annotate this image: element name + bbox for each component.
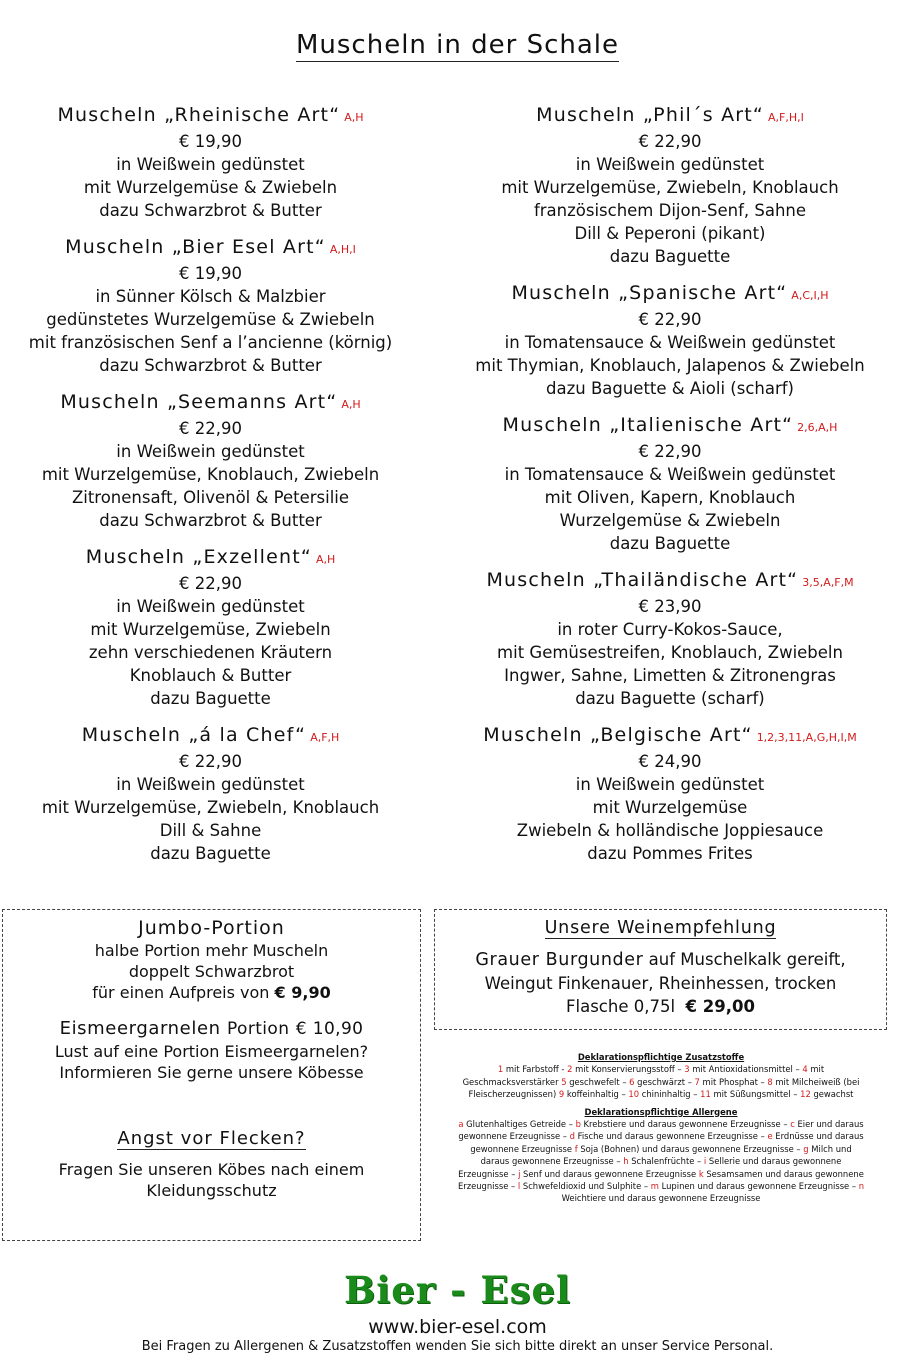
dish-title <box>440 568 900 595</box>
dish-item <box>8 390 413 532</box>
declaration-code: g <box>803 1143 809 1154</box>
wine-title: Unsere Weinempfehlung <box>544 918 777 938</box>
declaration-text: mit Süßungsmittel – <box>710 1089 801 1100</box>
declarations <box>456 1051 866 1205</box>
declaration-text: Krebstiere und daraus gewonnene Erzeugnisse – <box>580 1119 791 1130</box>
declaration-code: 9 <box>558 1089 565 1100</box>
jumbo-line: halbe Portion mehr Muscheln <box>94 941 329 960</box>
dish-description-line: mit Gemüsestreifen, Knoblauch, Zwiebeln <box>497 643 843 662</box>
dish-description-line: in Weißwein gedünstet <box>116 442 305 461</box>
dish-description-line: in Tomatensauce & Weißwein gedünstet <box>504 333 836 352</box>
dish-description-line: mit Wurzelgemüse, Zwiebeln, Knoblauch <box>501 178 839 197</box>
declaration-text: gewachst <box>810 1089 854 1100</box>
dish-price: € 23,90 <box>638 597 702 616</box>
declaration-code: l <box>517 1181 521 1192</box>
declaration-code: a <box>458 1119 464 1130</box>
jumbo-price-line <box>3 982 420 1003</box>
allergens-title: Deklarationspflichtige Allergene <box>584 1106 738 1117</box>
dish-item <box>8 545 413 710</box>
eismeer-portion: Portion <box>226 1019 290 1039</box>
declaration-code: n <box>858 1181 865 1192</box>
dish-name: Muscheln „Spanische Art“ <box>511 282 788 304</box>
flecken-line: Fragen Sie unseren Köbes nach einem <box>58 1160 365 1179</box>
extras-box <box>2 909 421 1241</box>
eismeer-title: Eismeergarnelen <box>59 1018 221 1039</box>
dish-price: € 22,90 <box>179 574 242 593</box>
declaration-text: mit Antioxidationsmittel – <box>689 1064 803 1075</box>
dish-description-line: mit Wurzelgemüse, Knoblauch, Zwiebeln <box>41 465 380 484</box>
dish-name: Muscheln „Phil´s Art“ <box>536 104 764 126</box>
declaration-code: c <box>790 1119 795 1130</box>
dish-allergen-codes: A,H <box>315 553 336 566</box>
declaration-text: Milch und daraus gewonnene Erzeugnisse – <box>480 1143 852 1167</box>
dish-item <box>440 413 900 555</box>
jumbo-price-label: für einen Aufpreis von <box>92 983 270 1002</box>
allergens-list <box>456 1118 866 1205</box>
declaration-code: f <box>574 1143 578 1154</box>
declaration-text: Lupinen und daraus gewonnene Erzeugnisse – <box>658 1181 859 1192</box>
dish-description-line: dazu Baguette <box>609 534 731 553</box>
wine-price: € 29,00 <box>685 997 755 1016</box>
declaration-code: 7 <box>694 1076 700 1087</box>
declaration-code: b <box>575 1119 581 1130</box>
dish-name: Muscheln „Rheinische Art“ <box>57 104 341 126</box>
eismeer-title-line <box>3 1017 420 1041</box>
dish-name: Muscheln „Seemanns Art“ <box>60 391 338 413</box>
dish-description-line: dazu Baguette <box>150 844 271 863</box>
declaration-code: k <box>698 1168 704 1179</box>
dish-description-line: in Weißwein gedünstet <box>116 775 305 794</box>
declaration-code: 2 <box>567 1064 573 1075</box>
footer-note: Bei Fragen zu Allergenen & Zusatzstoffen wenden Sie sich bitte direkt an unser Service Personal. <box>141 1339 774 1354</box>
dish-price: € 19,90 <box>179 264 242 283</box>
declaration-code: 3 <box>684 1064 690 1075</box>
dish-description-line: Zitronensaft, Olivenöl & Petersilie <box>71 488 350 507</box>
dish-description-line: zehn verschiedenen Kräutern <box>88 643 333 662</box>
dish-item <box>440 723 900 865</box>
dish-description-line: dazu Baguette <box>150 689 271 708</box>
dish-description-line: mit Thymian, Knoblauch, Jalapenos & Zwiebeln <box>475 356 865 375</box>
dish-title <box>440 103 900 130</box>
dish-description-line: dazu Schwarzbrot & Butter <box>99 201 322 220</box>
declaration-text: geschwärzt – <box>634 1076 695 1087</box>
jumbo-title: Jumbo-Portion <box>138 917 285 939</box>
flecken-title: Angst vor Flecken? <box>117 1128 306 1149</box>
bier-esel-logo: Bier - Esel <box>343 1268 572 1312</box>
dish-item <box>440 568 900 710</box>
declaration-code: 12 <box>800 1089 811 1100</box>
dish-description-line: Zwiebeln & holländische Joppiesauce <box>516 821 824 840</box>
declaration-text: Erdnüsse und daraus gewonnene Erzeugnisse <box>470 1131 864 1154</box>
dish-description-line: Wurzelgemüse & Zwiebeln <box>559 511 781 530</box>
wine-producer: Weingut Finkenauer, Rheinhessen, trocken <box>484 974 837 993</box>
additives-list <box>456 1063 866 1100</box>
declaration-code: 8 <box>767 1076 773 1087</box>
dish-description-line: französischem Dijon-Senf, Sahne <box>533 201 807 220</box>
dish-title <box>8 235 413 262</box>
dish-description-line: dazu Pommes Frites <box>587 844 753 863</box>
dish-allergen-codes: A,F,H,I <box>767 111 804 124</box>
dish-price: € 22,90 <box>638 132 702 151</box>
wine-name: Grauer Burgunder <box>475 950 644 970</box>
dish-description-line: dazu Schwarzbrot & Butter <box>99 511 322 530</box>
dish-description-line: dazu Baguette & Aioli (scharf) <box>546 379 794 398</box>
declaration-text: Glutenhaltiges Getreide – <box>463 1119 576 1130</box>
declaration-text: chininhaltig – <box>639 1089 701 1100</box>
dish-description-line: mit Wurzelgemüse, Zwiebeln <box>90 620 331 639</box>
dish-allergen-codes: A,F,H <box>310 731 340 744</box>
declaration-code: e <box>767 1131 773 1142</box>
declaration-code: j <box>518 1168 521 1179</box>
declaration-text: Schwefeldioxid und Sulphite – <box>520 1181 651 1192</box>
declaration-text: koffeinhaltig – <box>564 1089 629 1100</box>
declaration-code: d <box>569 1131 575 1142</box>
declaration-text: Schalenfrüchte – <box>628 1156 704 1167</box>
dish-description-line: mit Wurzelgemüse & Zwiebeln <box>83 178 338 197</box>
declaration-text: Soja (Bohnen) und daraus gewonnene Erzeugnisse – <box>577 1143 804 1154</box>
dish-description-line: in Weißwein gedünstet <box>116 155 305 174</box>
dish-description-line: in Weißwein gedünstet <box>575 155 765 174</box>
dish-description-line: dazu Baguette (scharf) <box>575 689 765 708</box>
dish-description-line: in roter Curry-Kokos-Sauce, <box>557 620 783 639</box>
dish-allergen-codes: 1,2,3,11,A,G,H,I,M <box>756 731 857 744</box>
declaration-text: mit Phosphat – <box>699 1076 768 1087</box>
dish-allergen-codes: A,H <box>344 111 364 124</box>
jumbo-price: € 9,90 <box>274 983 331 1002</box>
dish-description-line: dazu Schwarzbrot & Butter <box>99 356 322 375</box>
dish-allergen-codes: A,H <box>341 398 361 411</box>
declaration-code: 11 <box>700 1089 711 1100</box>
dish-description-line: mit Wurzelgemüse, Zwiebeln, Knoblauch <box>41 798 380 817</box>
eismeer-price: € 10,90 <box>295 1019 364 1039</box>
declaration-code: h <box>623 1156 629 1167</box>
dish-name: Muscheln „Italienische Art“ <box>502 414 794 436</box>
dish-title <box>8 390 413 417</box>
right-dish-column <box>440 103 900 878</box>
dish-allergen-codes: 3,5,A,F,M <box>802 576 854 589</box>
dish-description-line: in Sünner Kölsch & Malzbier <box>95 287 326 306</box>
declaration-text: Weichtiere und daraus gewonnene Erzeugnisse <box>561 1193 761 1204</box>
dish-price: € 22,90 <box>638 310 702 329</box>
dish-title <box>440 281 900 308</box>
dish-name: Muscheln „Bier Esel Art“ <box>65 236 326 258</box>
declaration-text: Sesamsamen und daraus gewonnene Erzeugnisse – <box>457 1168 864 1192</box>
dish-allergen-codes: A,C,I,H <box>791 289 829 302</box>
declaration-code: 1 <box>497 1064 504 1075</box>
dish-price: € 22,90 <box>179 752 242 771</box>
wine-name-line <box>435 948 886 972</box>
dish-item <box>440 281 900 400</box>
dish-description-line: mit französischen Senf a l’ancienne (körnig) <box>28 333 393 352</box>
website-link[interactable]: www.bier-esel.com <box>368 1316 547 1338</box>
dish-price: € 22,90 <box>638 442 702 461</box>
declaration-text: Sellerie und daraus gewonnene Erzeugnisse – <box>458 1156 842 1179</box>
declaration-text: mit Geschmacksverstärker <box>462 1064 825 1087</box>
wine-desc: auf Muschelkalk gereift, <box>648 950 846 969</box>
dish-name: Muscheln „Thailändische Art“ <box>486 569 799 591</box>
declaration-text: mit Milcheiweiß (bei Fleischerzeugnissen) <box>468 1076 860 1100</box>
dish-description-line: gedünstetes Wurzelgemüse & Zwiebeln <box>46 310 375 329</box>
additives-title: Deklarationspflichtige Zusatzstoffe <box>577 1052 745 1062</box>
dish-description-line: in Weißwein gedünstet <box>575 775 765 794</box>
dish-item <box>8 723 413 865</box>
wine-box <box>434 909 887 1030</box>
declaration-text: Fische und daraus gewonnene Erzeugnisse – <box>574 1131 768 1142</box>
eismeer-line: Lust auf eine Portion Eismeergarnelen? <box>54 1042 369 1061</box>
flecken-line: Kleidungsschutz <box>146 1181 277 1200</box>
declaration-code: m <box>650 1181 659 1192</box>
declaration-text: Eier und daraus gewonnene Erzeugnisse – <box>458 1119 864 1142</box>
dish-price: € 24,90 <box>638 752 702 771</box>
declaration-code: i <box>703 1156 707 1167</box>
dish-item <box>8 235 413 377</box>
page-title: Muscheln in der Schale <box>295 30 620 60</box>
declaration-code: 4 <box>802 1064 808 1075</box>
dish-description-line: mit Wurzelgemüse <box>592 798 748 817</box>
dish-title <box>440 723 900 750</box>
wine-bottle-line <box>435 995 886 1018</box>
dish-title <box>8 723 413 750</box>
dish-allergen-codes: 2,6,A,H <box>797 421 838 434</box>
dish-name: Muscheln „á la Chef“ <box>81 724 307 746</box>
dish-title <box>440 413 900 440</box>
dish-description-line: mit Oliven, Kapern, Knoblauch <box>544 488 796 507</box>
declaration-text: mit Farbstoff - <box>503 1064 568 1075</box>
dish-name: Muscheln „Belgische Art“ <box>483 724 753 746</box>
dish-title <box>8 545 413 572</box>
wine-bottle: Flasche 0,75l <box>566 997 676 1016</box>
dish-name: Muscheln „Exzellent“ <box>85 546 312 568</box>
dish-item <box>8 103 413 222</box>
dish-description-line: Knoblauch & Butter <box>129 666 292 685</box>
declaration-text: Senf und daraus gewonnene Erzeugnisse <box>520 1168 699 1179</box>
declaration-text: mit Konservierungsstoff – <box>572 1064 685 1075</box>
dish-item <box>440 103 900 268</box>
eismeer-line: Informieren Sie gerne unsere Köbesse <box>59 1063 364 1082</box>
dish-title <box>8 103 413 130</box>
dish-description-line: Dill & Sahne <box>159 821 262 840</box>
dish-description-line: in Tomatensauce & Weißwein gedünstet <box>504 465 836 484</box>
declaration-code: 10 <box>628 1089 640 1100</box>
dish-allergen-codes: A,H,I <box>329 243 356 256</box>
declaration-code: 5 <box>561 1076 567 1087</box>
declaration-code: 6 <box>629 1076 635 1087</box>
dish-description-line: Ingwer, Sahne, Limetten & Zitronengras <box>504 666 836 685</box>
dish-description-line: Dill & Peperoni (pikant) <box>574 224 766 243</box>
left-dish-column <box>8 103 413 878</box>
dish-description-line: in Weißwein gedünstet <box>116 597 305 616</box>
jumbo-line: doppelt Schwarzbrot <box>128 962 295 981</box>
dish-description-line: dazu Baguette <box>609 247 731 266</box>
declaration-text: geschwefelt – <box>566 1076 630 1087</box>
dish-price: € 22,90 <box>179 419 242 438</box>
dish-price: € 19,90 <box>179 132 242 151</box>
